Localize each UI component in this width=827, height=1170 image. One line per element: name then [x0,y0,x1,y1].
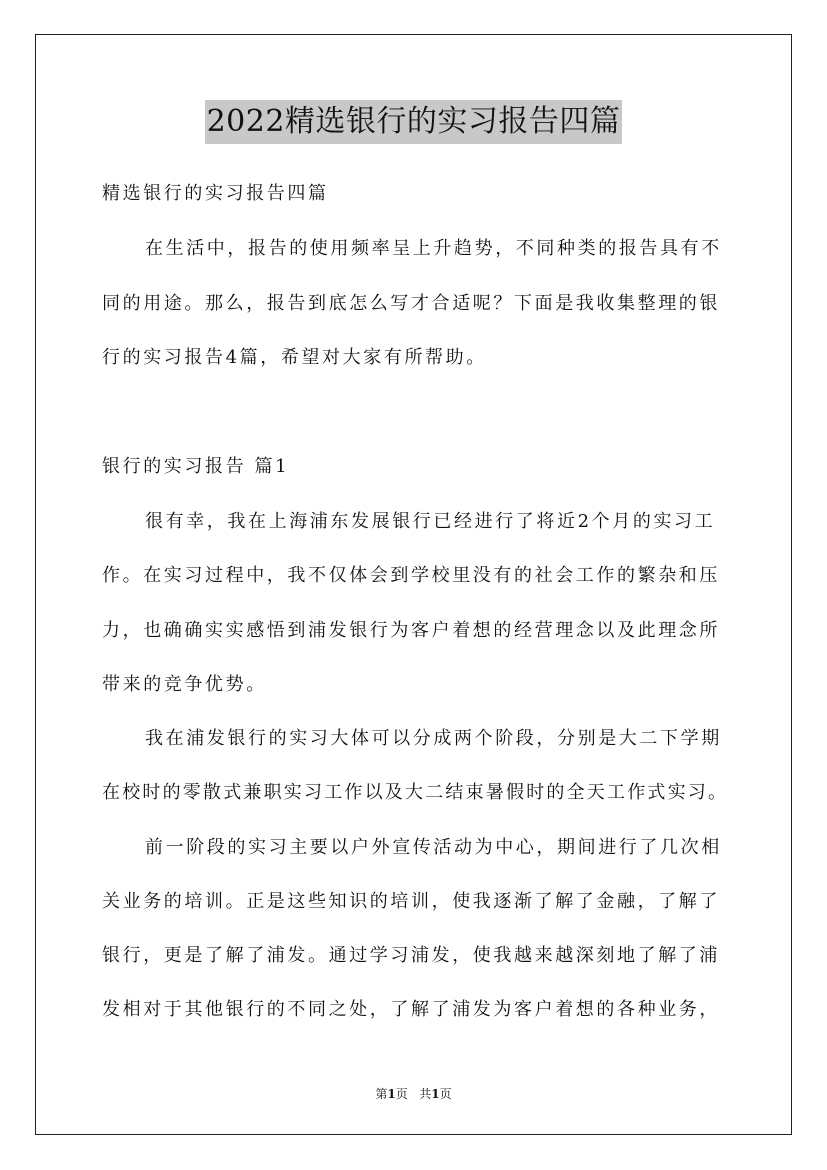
paragraph-line: 力，也确确实实感悟到浦发银行为客户着想的经营理念以及此理念所 [102,620,720,641]
total-pages: 1 [431,1087,440,1101]
title-block [0,100,827,144]
page-prefix: 第 [375,1087,388,1101]
paragraph-line: 带来的竞争优势。 [102,674,267,695]
paragraph-line: 很有幸，我在上海浦东发展银行已经进行了将近2个月的实习工 [145,511,716,532]
subtitle: 精选银行的实习报告四篇 [102,183,329,204]
paragraph-line: 银行，更是了解了浦发。通过学习浦发，使我越来越深刻地了解了浦 [102,945,720,966]
paragraph-line: 关业务的培训。正是这些知识的培训，使我逐渐了解了金融，了解了 [102,891,720,912]
total-prefix: 共 [419,1087,432,1101]
document-title: 2022精选银行的实习报告四篇 [205,100,623,144]
paragraph-line: 在校时的零散式兼职实习工作以及大二结束暑假时的全天工作式实习。 [102,782,729,803]
section-heading: 银行的实习报告 篇1 [102,456,290,477]
paragraph-line: 前一阶段的实习主要以户外宣传活动为中心，期间进行了几次相 [145,837,722,858]
paragraph-line: 作。在实习过程中，我不仅体会到学校里没有的社会工作的繁杂和压 [102,565,720,586]
intro-line: 行的实习报告4篇，希望对大家有所帮助。 [102,347,487,368]
total-suffix: 页 [439,1087,452,1101]
paragraph-line: 我在浦发银行的实习大体可以分成两个阶段，分别是大二下学期 [145,728,722,749]
page-footer [0,1085,827,1102]
page-suffix: 页 [395,1087,408,1101]
page-number: 1 [387,1087,396,1101]
intro-line: 同的用途。那么，报告到底怎么写才合适呢？下面是我收集整理的银 [102,293,720,314]
paragraph-line: 发相对于其他银行的不同之处，了解了浦发为客户着想的各种业务， [102,999,720,1020]
intro-line: 在生活中，报告的使用频率呈上升趋势，不同种类的报告具有不 [145,238,722,259]
